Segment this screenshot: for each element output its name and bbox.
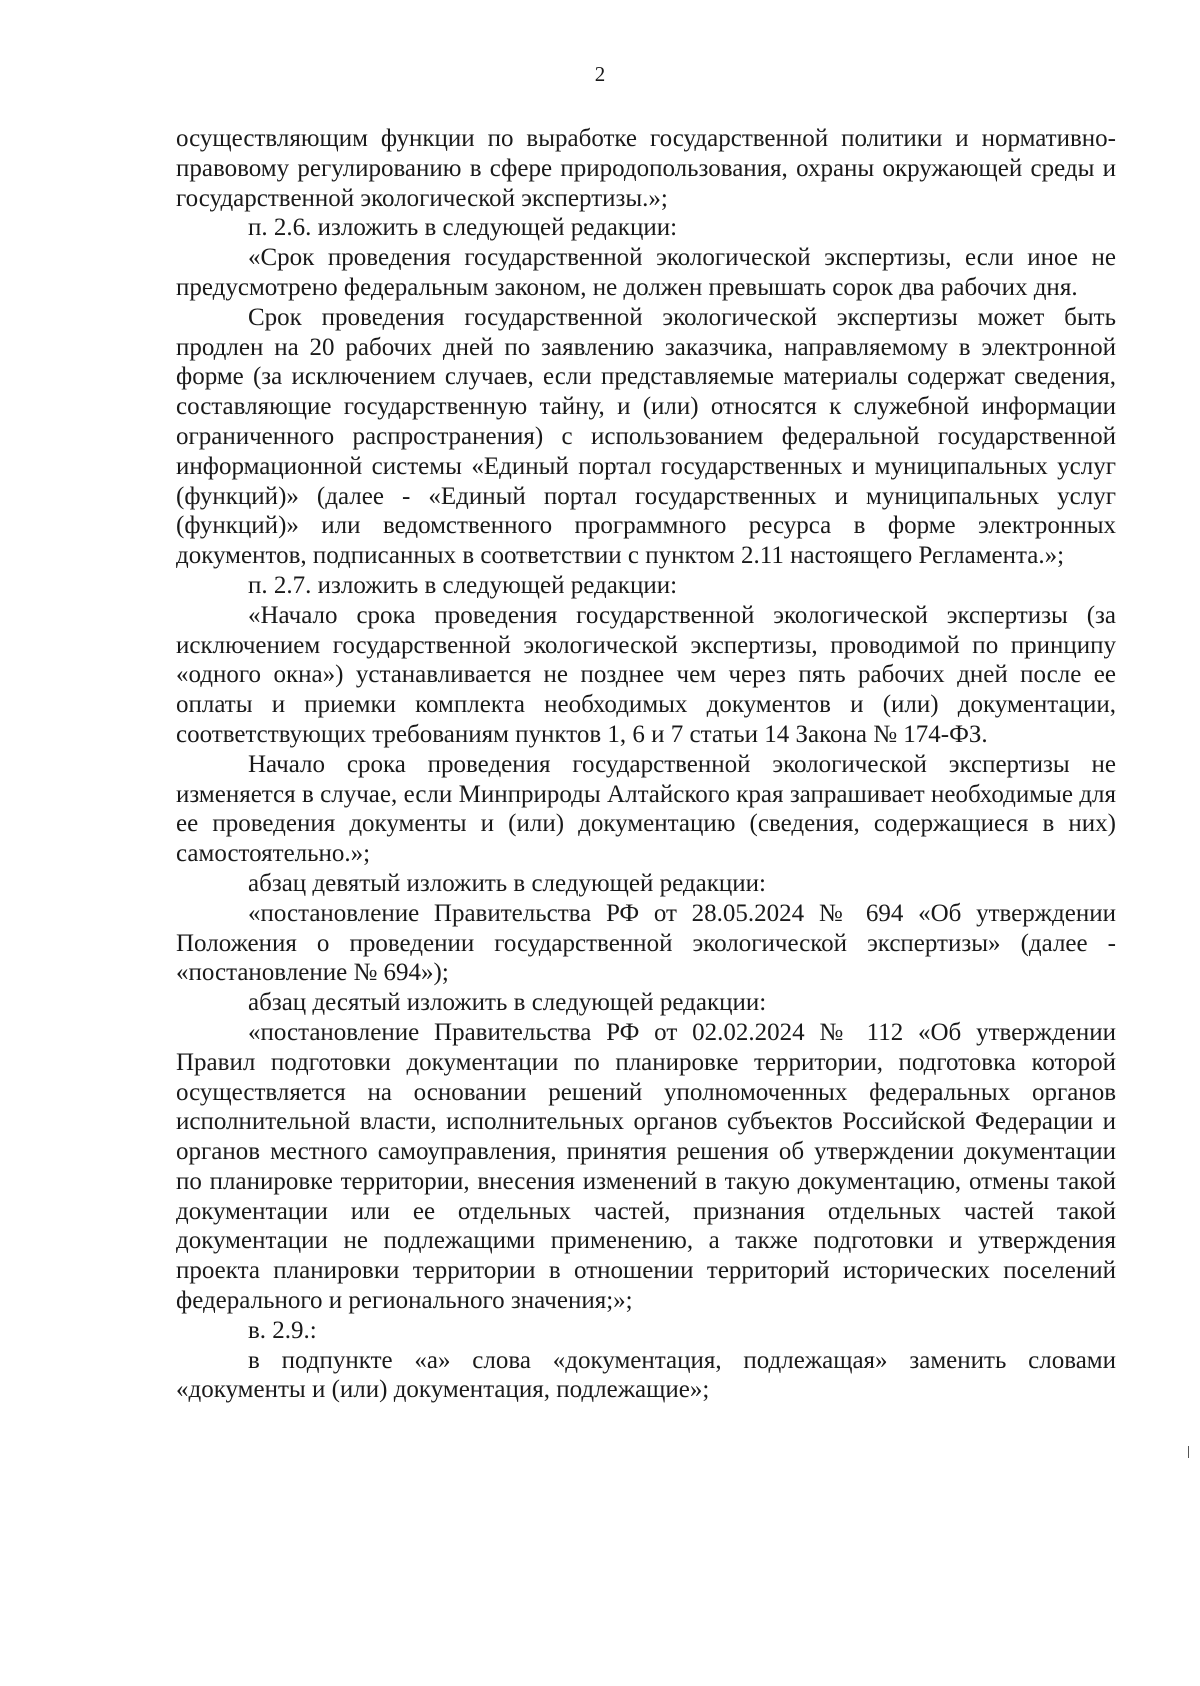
page-number: 2	[594, 62, 606, 86]
paragraph-instruction-ninth: абзац девятый изложить в следующей редакции:	[248, 869, 766, 897]
paragraph-term-duration: «Срок проведения государственной экологической экспертизы, если иное не предусмотрено федеральным законом, не должен превышать сорок два рабочих дня.	[176, 244, 1116, 301]
document-body	[176, 124, 1116, 1405]
paragraph-continuation: осуществляющим функции по выработке государственной политики и нормативно-правовому регулированию в сфере природопользования, охраны окружающей среды и государственной экологической экспертизы.»;	[176, 125, 1116, 212]
paragraph-instruction-2-7: п. 2.7. изложить в следующей редакции:	[248, 571, 678, 599]
paragraph-subitem-a: в подпункте «а» слова «документация, подлежащая» заменить словами «документы и (или) документация, подлежащие»;	[176, 1346, 1116, 1404]
paragraph-resolution-112: «постановление Правительства РФ от 02.02.2024 № 112 «Об утверждении Правил подготовки документации по планировке территории, подготовка которой осуществляется на основании решений уполномоченных федеральных органов исполнительной власти, исполнительных органов субъектов Российской Федерации и органов местного самоуправления, принятия решения об утверждении документации по планировке территории, внесения изменений в такую документацию, отмены такой документации или ее отдельных частей, признания отдельных частей такой документации не подлежащими применению, а также подготовки и утверждения проекта планировки территории в отношении территорий исторических поселений федерального и регионального значения;»;	[176, 1018, 1116, 1315]
paragraph-term-extension: Срок проведения государственной экологической экспертизы может быть продлен на 20 рабочих дней по заявлению заказчика, направляемому в электронной форме (за исключением случаев, если представляемые материалы содержат сведения, составляющие государственную тайну, и (или) относятся к служебной информации ограниченного распространения) с использованием федеральной государственной информационной системы «Единый портал государственных и муниципальных услуг (функций)» (далее - «Единый портал государственных и муниципальных услуг (функций)» или ведомственного программного ресурса в форме электронных документов, подписанных в соответствии с пунктом 2.11 настоящего Регламента.»;	[176, 303, 1116, 570]
paragraph-term-start: «Начало срока проведения государственной экологической экспертизы (за исключением государственной экологической экспертизы, проводимой по принципу «одного окна») устанавливается не позднее чем через пять рабочих дней после ее оплаты и приемки комплекта необходимых документов и (или) документации, соответствующих требованиям пунктов 1, 6 и 7 статьи 14 Закона № 174-ФЗ.	[176, 601, 1116, 748]
paragraph-item-2-9: в. 2.9.:	[248, 1316, 317, 1344]
paragraph-instruction-2-6: п. 2.6. изложить в следующей редакции:	[248, 214, 678, 242]
paragraph-instruction-tenth: абзац десятый изложить в следующей редакции:	[248, 989, 767, 1017]
paragraph-term-start-unchanged: Начало срока проведения государственной экологической экспертизы не изменяется в случае, если Минприроды Алтайского края запрашивает необходимые для ее проведения документы и (или) документацию (сведения, содержащиеся в них) самостоятельно.»;	[176, 750, 1116, 868]
scan-edge-mark	[1188, 1446, 1189, 1458]
paragraph-resolution-694: «постановление Правительства РФ от 28.05.2024 № 694 «Об утверждении Положения о проведении государственной экологической экспертизы» (далее - «постановление № 694»);	[176, 899, 1116, 987]
